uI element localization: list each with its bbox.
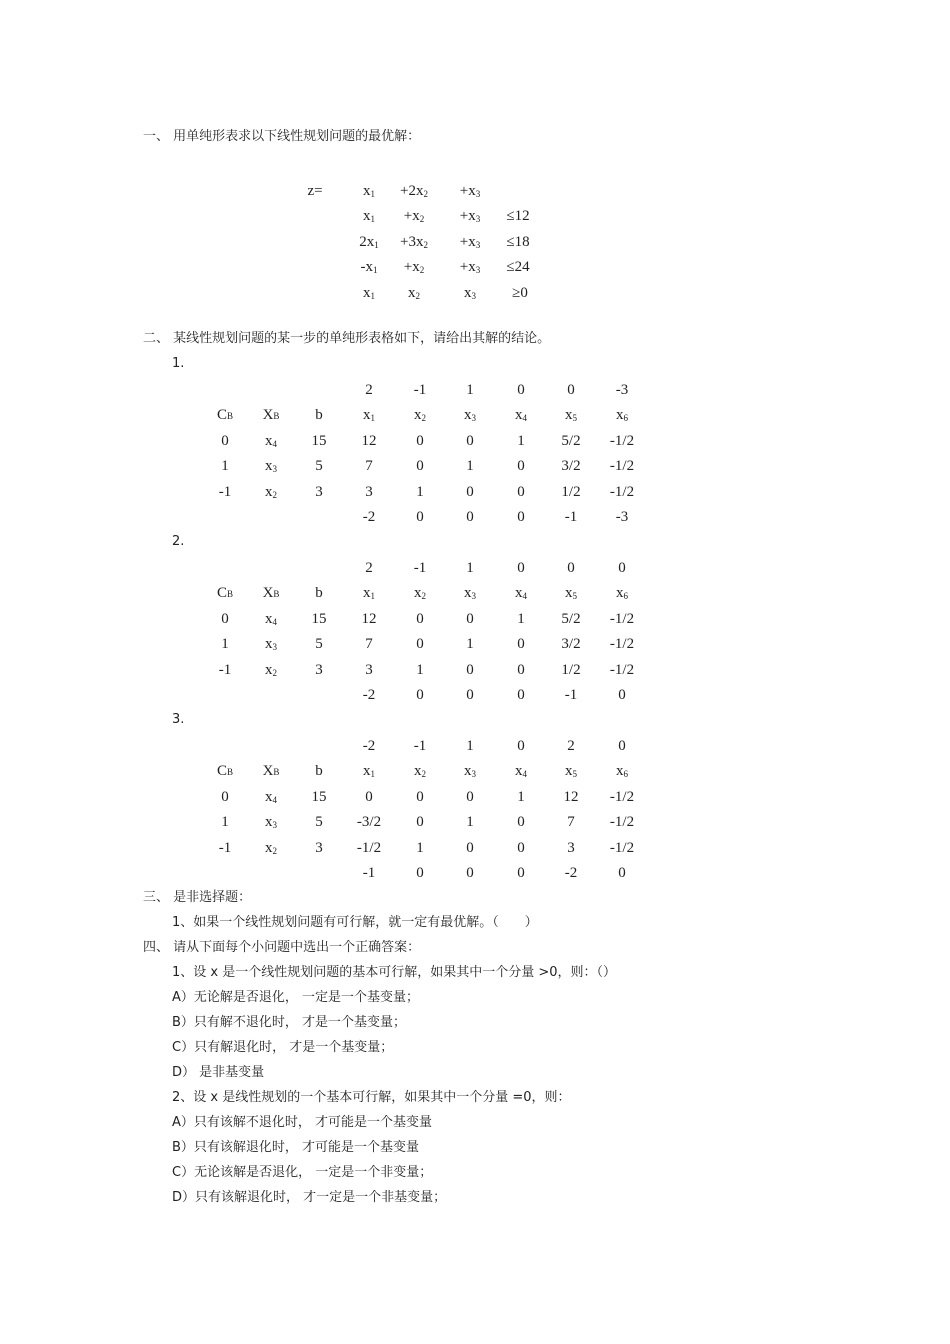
cost-coefficient: 0 [567,559,575,576]
column-header: $x_5$ [565,585,577,601]
true-false-item: 1、如果一个线性规划问题有可行解，就一定有最优解。（ ） [172,915,538,930]
tableau-cell: 1 [416,483,424,500]
tableau-cell: 3 [315,661,323,678]
tableau-cell: 3 [365,661,373,678]
tableau-cell: 3 [315,839,323,856]
tableau-cell: 0 [416,432,424,449]
tableau-cell: -1/2 [609,458,635,474]
tableau-cell: 5/2 [561,432,581,449]
tableau-label: 1. [172,356,185,371]
tableau-cell: 0 [221,610,229,627]
constraint-term: $+3x_2$ [400,233,428,250]
column-header: $x_1$ [363,585,375,601]
tableau-cell: 3 [315,483,323,500]
column-header: CB [216,407,234,423]
answer-option: C）只有解退化时， 才是一个基变量； [172,1040,394,1055]
tableau-cell: 15 [311,432,327,449]
tableau-cell: -1/2 [609,661,635,678]
tableau-cell: 1 [221,636,229,652]
cost-coefficient: 1 [466,737,474,754]
tableau-cell: 1 [416,661,424,678]
constraint-term: $+x_2$ [403,259,425,275]
tableau-cell: -3/2 [356,814,382,830]
column-header: $x_1$ [363,407,375,423]
column-header: $x_3$ [464,407,476,423]
tableau-cell: 0 [221,432,229,449]
q1-heading: 一、 用单纯形表求以下线性规划问题的最优解： [143,129,421,144]
tableau-cell: 0 [466,661,474,678]
constraint-term: $+x_3$ [459,259,481,275]
tableau-cell: -1/2 [609,483,635,500]
cost-coefficient: 0 [618,737,626,754]
column-header: b [315,407,323,423]
tableau-cell: $x_3$ [265,636,277,652]
tableau-cell: 0 [466,483,474,500]
column-header: $x_4$ [515,763,527,779]
nonneg-term: $x_2$ [408,285,420,301]
tableau-cell: 5/2 [561,610,581,627]
tableau-cell: -1/2 [609,814,635,830]
cost-coefficient: -2 [362,737,376,754]
tableau-label: 2. [172,534,185,549]
constraint-rhs: ≤18 [506,233,530,250]
tableau-cell: 1 [221,814,229,830]
tableau-cell: -1/2 [609,432,635,449]
tableau-cell: 0 [466,839,474,856]
constraint-term: $+x_2$ [403,208,425,224]
column-header: XB [262,407,280,423]
check-number: -2 [564,865,578,881]
tableau-cell: 0 [416,814,424,830]
tableau-label: 3. [172,712,185,727]
tableau-cell: -1 [218,661,232,678]
answer-option: A）无论解是否退化， 一定是一个基变量； [172,990,420,1005]
constraint-rhs: ≤12 [506,208,530,224]
tableau-cell: 12 [361,432,377,449]
tableau-cell: $x_3$ [265,458,277,474]
column-header: $x_3$ [464,585,476,601]
q2-heading: 二、 某线性规划问题的某一步的单纯形表格如下，请给出其解的结论。 [143,331,551,346]
check-number: 0 [466,509,474,525]
tableau-cell: 1 [517,610,525,627]
question-stem: 2、设 x 是线性规划的一个基本可行解，如果其中一个分量 =0，则： [172,1090,571,1105]
tableau-cell: 0 [517,636,525,652]
tableau-cell: 7 [365,458,373,474]
cost-coefficient: 0 [517,381,525,398]
tableau-cell: 7 [365,636,373,652]
check-number: 0 [416,687,424,703]
tableau-cell: 1 [466,814,474,830]
tableau-cell: 5 [315,814,323,830]
tableau-cell: $x_3$ [265,814,277,830]
cost-coefficient: 1 [466,559,474,576]
q4-heading: 四、 请从下面每个小问题中选出一个正确答案： [143,940,421,955]
tableau-cell: 3 [365,483,373,500]
tableau-cell: 0 [517,483,525,500]
tableau-cell: 1 [517,788,525,805]
cost-coefficient: 2 [567,737,575,754]
tableau-cell: 5 [315,636,323,652]
constraint-term: $2x_1$ [359,233,379,250]
tableau-cell: 0 [466,788,474,805]
tableau-cell: 1 [466,458,474,474]
tableau-cell: 1 [466,636,474,652]
column-header: XB [262,763,280,779]
check-number: -1 [564,509,578,525]
tableau-cell: 3 [567,839,575,856]
check-number: -3 [615,509,629,525]
tableau-cell: 1/2 [561,483,581,500]
tableau-cell: -1/2 [609,610,635,627]
tableau-cell: 1/2 [561,661,581,678]
column-header: CB [216,763,234,779]
column-header: $x_4$ [515,407,527,423]
tableau-cell: 0 [221,788,229,805]
column-header: XB [262,585,280,601]
check-number: 0 [466,687,474,703]
column-header: $x_3$ [464,763,476,779]
tableau-cell: $x_4$ [265,610,277,627]
column-header: $x_2$ [414,585,426,601]
column-header: CB [216,585,234,601]
check-number: 0 [416,509,424,525]
tableau-cell: 3/2 [561,458,581,474]
objective-label: z= [307,183,323,199]
constraint-rhs: ≤24 [506,259,530,275]
tableau-cell: 5 [315,458,323,474]
q3-heading: 三、 是非选择题： [143,890,252,905]
tableau-cell: 3/2 [561,636,581,652]
tableau-cell: -1/2 [609,788,635,805]
nonneg-term: $x_1$ [363,285,375,301]
nonneg-rhs: ≥0 [512,285,528,301]
tableau-cell: -1/2 [609,636,635,652]
tableau-cell: 0 [517,839,525,856]
tableau-cell: $x_2$ [265,661,277,678]
check-number: 0 [618,865,626,881]
column-header: $x_6$ [616,407,628,423]
check-number: -2 [362,509,376,525]
check-number: 0 [416,865,424,881]
tableau-cell: -1 [218,483,232,500]
tableau-cell: 0 [365,788,373,805]
tableau-cell: 0 [416,636,424,652]
tableau-cell: 0 [517,814,525,830]
tableau-cell: 0 [517,661,525,678]
cost-coefficient: -1 [413,381,427,398]
cost-coefficient: 2 [365,381,373,398]
tableau-cell: 0 [416,788,424,805]
tableau-cell: 12 [563,788,579,805]
check-number: 0 [466,865,474,881]
column-header: b [315,585,323,601]
column-header: b [315,763,323,779]
tableau-cell: -1 [218,839,232,856]
objective-term: $+2x_2$ [400,183,428,199]
tableau-cell: -1/2 [609,839,635,856]
cost-coefficient: 0 [567,381,575,398]
column-header: $x_6$ [616,585,628,601]
cost-coefficient: -1 [413,559,427,576]
tableau-cell: 1 [221,458,229,474]
check-number: 0 [618,687,626,703]
check-number: 0 [517,687,525,703]
answer-option: A）只有该解不退化时， 才可能是一个基变量 [172,1115,433,1130]
tableau-cell: 1 [416,839,424,856]
column-header: $x_1$ [363,763,375,779]
constraint-term: $+x_3$ [459,233,481,250]
nonneg-term: $x_3$ [464,285,476,301]
objective-term: $+x_3$ [459,183,481,199]
tableau-cell: $x_4$ [265,788,277,805]
question-stem: 1、设 x 是一个线性规划问题的基本可行解，如果其中一个分量 >0，则：（） [172,965,617,980]
cost-coefficient: 1 [466,381,474,398]
column-header: $x_5$ [565,407,577,423]
constraint-term: $-x_1$ [360,259,378,275]
tableau-cell: 15 [311,788,327,805]
tableau-cell: 7 [567,814,575,830]
answer-option: C）无论该解是否退化， 一定是一个非变量； [172,1165,433,1180]
tableau-cell: 1 [517,432,525,449]
cost-coefficient: 0 [517,737,525,754]
answer-option: B）只有该解退化时， 才可能是一个基变量 [172,1140,420,1155]
cost-coefficient: -3 [615,381,629,398]
check-number: 0 [517,865,525,881]
check-number: -1 [564,687,578,703]
column-header: $x_2$ [414,763,426,779]
column-header: $x_6$ [616,763,628,779]
answer-option: D） 是非基变量 [172,1065,265,1080]
check-number: -2 [362,687,376,703]
column-header: $x_2$ [414,407,426,423]
cost-coefficient: 2 [365,559,373,576]
tableau-cell: 0 [466,432,474,449]
check-number: 0 [517,509,525,525]
cost-coefficient: 0 [517,559,525,576]
column-header: $x_4$ [515,585,527,601]
tableau-cell: $x_4$ [265,432,277,449]
tableau-cell: -1/2 [356,839,382,856]
tableau-cell: 0 [416,458,424,474]
column-header: $x_5$ [565,763,577,779]
constraint-term: $+x_3$ [459,208,481,224]
cost-coefficient: -1 [413,737,427,754]
tableau-cell: 0 [517,458,525,474]
tableau-cell: $x_2$ [265,483,277,500]
cost-coefficient: 0 [618,559,626,576]
tableau-cell: 15 [311,610,327,627]
answer-option: D）只有该解退化时， 才一定是一个非基变量； [172,1190,447,1205]
tableau-cell: 0 [416,610,424,627]
answer-option: B）只有解不退化时， 才是一个基变量； [172,1015,407,1030]
tableau-cell: 0 [466,610,474,627]
check-number: -1 [362,865,376,881]
objective-term: $x_1$ [363,183,375,199]
constraint-term: $x_1$ [363,208,375,224]
tableau-cell: $x_2$ [265,839,277,856]
tableau-cell: 12 [361,610,377,627]
